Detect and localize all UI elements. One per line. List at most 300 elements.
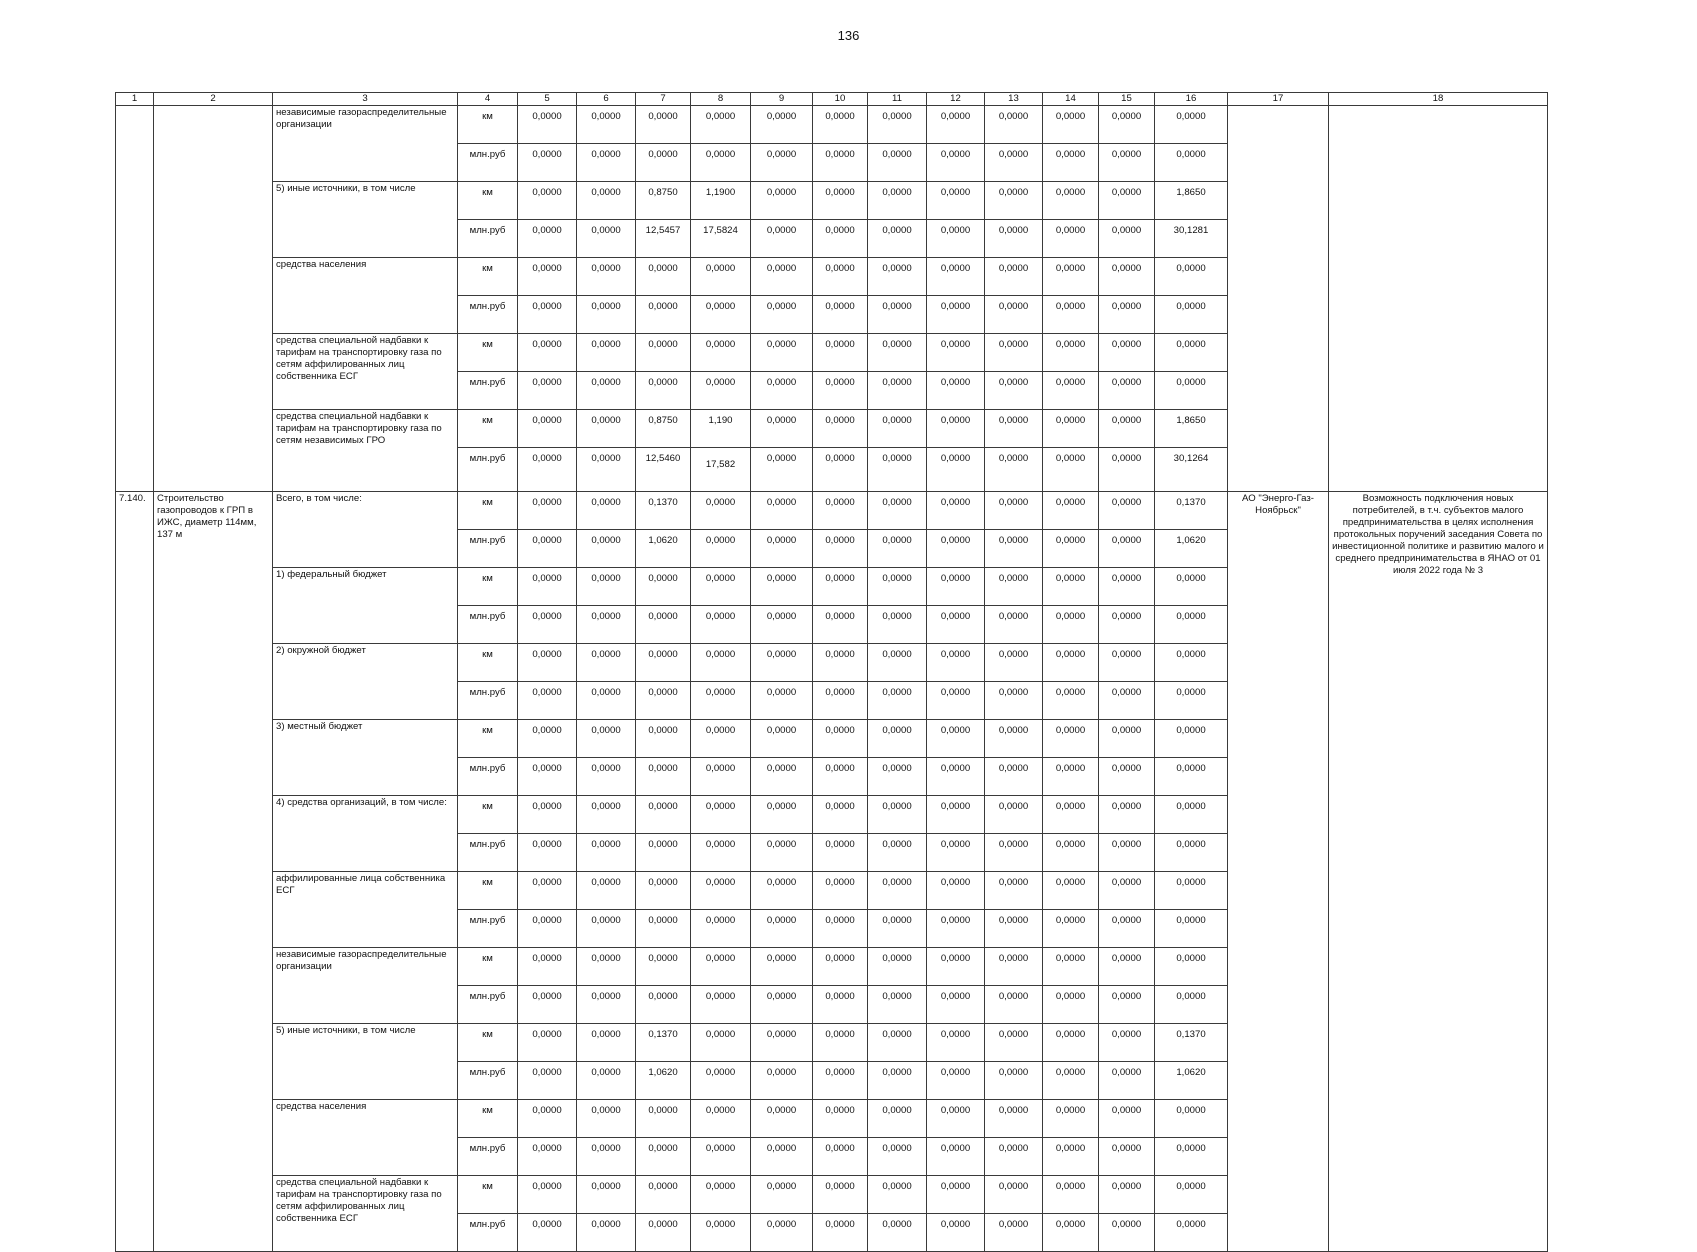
value-cell: 0,0000 — [868, 106, 927, 144]
value-cell: 0,0000 — [751, 334, 813, 372]
value-cell: 0,0000 — [927, 448, 985, 492]
unit-cell: км — [458, 182, 518, 220]
value-cell: 0,0000 — [577, 182, 636, 220]
value-cell: 0,0000 — [636, 372, 691, 410]
value-cell: 0,0000 — [1155, 948, 1228, 986]
value-cell: 17,5824 — [691, 220, 751, 258]
value-cell: 0,0000 — [927, 410, 985, 448]
value-cell: 0,0000 — [813, 334, 868, 372]
value-cell: 0,0000 — [751, 258, 813, 296]
value-cell: 0,0000 — [927, 1100, 985, 1138]
value-cell: 0,0000 — [751, 1062, 813, 1100]
value-cell: 0,1370 — [636, 1024, 691, 1062]
value-cell: 0,0000 — [813, 1100, 868, 1138]
value-cell: 0,0000 — [813, 1062, 868, 1100]
value-cell: 0,0000 — [636, 796, 691, 834]
funding-source-label: независимые газораспределительные организации — [273, 106, 458, 182]
funding-source-label: 3) местный бюджет — [273, 720, 458, 796]
value-cell: 0,0000 — [1043, 530, 1099, 568]
value-cell: 0,0000 — [868, 1214, 927, 1252]
value-cell: 0,0000 — [868, 682, 927, 720]
value-cell: 0,0000 — [751, 492, 813, 530]
value-cell: 0,0000 — [636, 568, 691, 606]
value-cell: 0,0000 — [1155, 1138, 1228, 1176]
value-cell: 0,0000 — [577, 492, 636, 530]
value-cell: 0,0000 — [1043, 1176, 1099, 1214]
value-cell: 0,0000 — [1099, 220, 1155, 258]
value-cell: 0,0000 — [751, 872, 813, 910]
funding-source-label: средства специальной надбавки к тарифам на транспортировку газа по сетям независимых ГРО — [273, 410, 458, 492]
value-cell: 0,0000 — [577, 1100, 636, 1138]
value-cell: 0,0000 — [1099, 644, 1155, 682]
value-cell: 0,0000 — [1099, 448, 1155, 492]
value-cell: 0,0000 — [985, 720, 1043, 758]
value-cell: 0,0000 — [927, 948, 985, 986]
value-cell: 0,0000 — [518, 796, 577, 834]
value-cell: 12,5457 — [636, 220, 691, 258]
funding-source-label: 4) средства организаций, в том числе: — [273, 796, 458, 872]
value-cell: 0,0000 — [985, 334, 1043, 372]
funding-source-label: 5) иные источники, в том числе — [273, 1024, 458, 1100]
unit-cell: млн.руб — [458, 1062, 518, 1100]
value-cell: 0,0000 — [1099, 530, 1155, 568]
value-cell: 0,0000 — [1155, 1100, 1228, 1138]
value-cell: 0,0000 — [518, 1214, 577, 1252]
unit-cell: млн.руб — [458, 682, 518, 720]
value-cell: 0,0000 — [985, 1214, 1043, 1252]
value-cell: 0,0000 — [751, 720, 813, 758]
value-cell: 0,0000 — [577, 948, 636, 986]
value-cell: 1,0620 — [1155, 1062, 1228, 1100]
value-cell: 0,0000 — [927, 872, 985, 910]
object-name: Строительство газопроводов к ГРП в ИЖС, диаметр 114мм, 137 м — [154, 492, 273, 1252]
value-cell: 0,0000 — [577, 644, 636, 682]
value-cell: 0,0000 — [751, 1100, 813, 1138]
value-cell: 0,0000 — [868, 1062, 927, 1100]
column-header: 8 — [691, 93, 751, 106]
unit-cell: млн.руб — [458, 986, 518, 1024]
value-cell: 0,0000 — [518, 296, 577, 334]
unit-cell: км — [458, 492, 518, 530]
value-cell: 0,0000 — [985, 682, 1043, 720]
value-cell: 0,0000 — [1099, 606, 1155, 644]
value-cell: 0,0000 — [577, 834, 636, 872]
value-cell: 0,0000 — [577, 220, 636, 258]
value-cell: 0,0000 — [813, 1176, 868, 1214]
unit-cell: км — [458, 410, 518, 448]
value-cell: 0,0000 — [813, 410, 868, 448]
value-cell: 0,0000 — [868, 568, 927, 606]
value-cell: 0,0000 — [636, 1176, 691, 1214]
value-cell: 0,0000 — [751, 106, 813, 144]
value-cell: 0,0000 — [518, 530, 577, 568]
value-cell: 0,0000 — [985, 492, 1043, 530]
value-cell: 0,0000 — [518, 106, 577, 144]
value-cell: 0,0000 — [1155, 144, 1228, 182]
value-cell: 0,0000 — [636, 1138, 691, 1176]
value-cell: 0,0000 — [927, 334, 985, 372]
value-cell: 0,0000 — [1043, 372, 1099, 410]
value-cell: 0,0000 — [636, 296, 691, 334]
value-cell: 0,0000 — [927, 644, 985, 682]
value-cell: 0,0000 — [691, 910, 751, 948]
unit-cell: млн.руб — [458, 1138, 518, 1176]
value-cell: 0,0000 — [1099, 758, 1155, 796]
value-cell: 0,0000 — [518, 872, 577, 910]
value-cell: 0,0000 — [868, 182, 927, 220]
value-cell: 0,0000 — [1043, 334, 1099, 372]
value-cell: 0,0000 — [751, 758, 813, 796]
unit-cell: км — [458, 258, 518, 296]
value-cell: 0,0000 — [1099, 948, 1155, 986]
value-cell: 0,0000 — [813, 644, 868, 682]
value-cell: 0,8750 — [636, 410, 691, 448]
value-cell: 0,0000 — [927, 720, 985, 758]
value-cell: 0,0000 — [927, 144, 985, 182]
value-cell: 0,0000 — [985, 1024, 1043, 1062]
value-cell: 0,0000 — [636, 644, 691, 682]
value-cell: 0,0000 — [927, 1138, 985, 1176]
value-cell: 0,0000 — [577, 758, 636, 796]
executor-cell — [1228, 106, 1329, 492]
justification-cell: Возможность подключения новых потребителей, в т.ч. субъектов малого предпринимательства в целях исполнения протокольных поручений заседания Совета по инвестиционной политике и развитию малого и среднего предпринимательства в ЯНАО от 01 июля 2022 года № 3 — [1329, 492, 1548, 1252]
unit-cell: км — [458, 334, 518, 372]
value-cell: 0,0000 — [751, 1214, 813, 1252]
value-cell: 0,0000 — [636, 258, 691, 296]
value-cell: 0,0000 — [636, 606, 691, 644]
value-cell: 0,0000 — [1099, 296, 1155, 334]
value-cell: 0,0000 — [1155, 1214, 1228, 1252]
unit-cell: км — [458, 1024, 518, 1062]
column-header: 18 — [1329, 93, 1548, 106]
value-cell: 0,0000 — [577, 606, 636, 644]
value-cell: 0,0000 — [751, 568, 813, 606]
value-cell: 0,0000 — [518, 986, 577, 1024]
value-cell: 12,5460 — [636, 448, 691, 492]
value-cell: 0,0000 — [577, 986, 636, 1024]
value-cell: 0,0000 — [636, 872, 691, 910]
value-cell: 0,0000 — [636, 834, 691, 872]
value-cell: 0,0000 — [1043, 568, 1099, 606]
value-cell: 0,0000 — [927, 372, 985, 410]
value-cell: 0,0000 — [1155, 372, 1228, 410]
header-row — [116, 93, 1548, 106]
value-cell: 0,0000 — [868, 492, 927, 530]
value-cell: 0,0000 — [985, 1062, 1043, 1100]
value-cell: 0,0000 — [577, 372, 636, 410]
value-cell: 0,0000 — [1043, 182, 1099, 220]
value-cell: 0,0000 — [985, 872, 1043, 910]
value-cell: 0,0000 — [985, 568, 1043, 606]
column-header: 14 — [1043, 93, 1099, 106]
column-header: 5 — [518, 93, 577, 106]
funding-source-label: 1) федеральный бюджет — [273, 568, 458, 644]
value-cell: 1,0620 — [636, 1062, 691, 1100]
value-cell: 1,1900 — [691, 182, 751, 220]
value-cell: 0,0000 — [868, 1100, 927, 1138]
column-header: 13 — [985, 93, 1043, 106]
value-cell: 0,0000 — [813, 682, 868, 720]
value-cell: 0,0000 — [518, 606, 577, 644]
value-cell: 0,0000 — [868, 758, 927, 796]
value-cell: 0,0000 — [691, 492, 751, 530]
value-cell: 0,0000 — [1155, 568, 1228, 606]
value-cell: 0,0000 — [691, 1176, 751, 1214]
value-cell: 0,0000 — [751, 448, 813, 492]
value-cell: 0,0000 — [1099, 1138, 1155, 1176]
column-header: 9 — [751, 93, 813, 106]
value-cell: 0,0000 — [577, 682, 636, 720]
value-cell: 0,0000 — [985, 796, 1043, 834]
value-cell: 0,0000 — [691, 948, 751, 986]
value-cell: 0,0000 — [691, 796, 751, 834]
value-cell: 0,0000 — [1043, 106, 1099, 144]
value-cell: 1,0620 — [1155, 530, 1228, 568]
value-cell: 0,0000 — [1155, 682, 1228, 720]
value-cell: 0,0000 — [868, 530, 927, 568]
value-cell: 0,0000 — [518, 492, 577, 530]
value-cell: 0,0000 — [1155, 758, 1228, 796]
value-cell: 0,0000 — [868, 606, 927, 644]
value-cell: 0,0000 — [1043, 1100, 1099, 1138]
value-cell: 0,0000 — [636, 144, 691, 182]
value-cell: 0,0000 — [927, 682, 985, 720]
value-cell: 0,0000 — [927, 606, 985, 644]
value-cell: 0,0000 — [636, 682, 691, 720]
value-cell: 0,0000 — [691, 606, 751, 644]
value-cell: 0,0000 — [577, 796, 636, 834]
value-cell: 0,0000 — [691, 1024, 751, 1062]
value-cell: 0,0000 — [813, 1024, 868, 1062]
value-cell: 0,0000 — [927, 796, 985, 834]
unit-cell: км — [458, 644, 518, 682]
value-cell: 0,0000 — [691, 372, 751, 410]
column-header: 10 — [813, 93, 868, 106]
value-cell: 0,1370 — [1155, 1024, 1228, 1062]
unit-cell: км — [458, 796, 518, 834]
value-cell: 0,0000 — [1043, 144, 1099, 182]
value-cell: 0,0000 — [1099, 492, 1155, 530]
executor-cell: АО "Энерго-Газ-Ноябрьск" — [1228, 492, 1329, 1252]
value-cell: 0,0000 — [813, 220, 868, 258]
value-cell: 0,0000 — [577, 144, 636, 182]
value-cell: 0,0000 — [813, 530, 868, 568]
value-cell: 0,0000 — [518, 334, 577, 372]
column-header: 7 — [636, 93, 691, 106]
value-cell: 0,0000 — [577, 530, 636, 568]
value-cell: 0,0000 — [636, 720, 691, 758]
value-cell: 0,0000 — [751, 182, 813, 220]
value-cell: 0,0000 — [751, 372, 813, 410]
funding-source-label: аффилированные лица собственника ЕСГ — [273, 872, 458, 948]
value-cell: 0,0000 — [1099, 910, 1155, 948]
value-cell: 0,0000 — [691, 1100, 751, 1138]
value-cell: 0,0000 — [1043, 410, 1099, 448]
value-cell: 0,0000 — [927, 1214, 985, 1252]
unit-cell: км — [458, 948, 518, 986]
value-cell: 0,0000 — [691, 296, 751, 334]
value-cell: 0,8750 — [636, 182, 691, 220]
value-cell: 0,0000 — [927, 492, 985, 530]
value-cell: 0,0000 — [1099, 986, 1155, 1024]
value-cell: 0,0000 — [1099, 568, 1155, 606]
unit-cell: км — [458, 106, 518, 144]
value-cell: 0,0000 — [1155, 796, 1228, 834]
value-cell: 0,0000 — [1043, 258, 1099, 296]
value-cell: 0,0000 — [751, 606, 813, 644]
unit-cell: млн.руб — [458, 372, 518, 410]
table-row — [116, 106, 1548, 144]
value-cell: 0,0000 — [927, 182, 985, 220]
value-cell: 0,0000 — [813, 986, 868, 1024]
value-cell: 0,0000 — [868, 258, 927, 296]
value-cell: 0,0000 — [813, 758, 868, 796]
value-cell: 0,0000 — [813, 606, 868, 644]
value-cell: 0,0000 — [751, 410, 813, 448]
value-cell: 0,0000 — [691, 258, 751, 296]
value-cell: 0,0000 — [868, 1176, 927, 1214]
value-cell: 0,0000 — [985, 530, 1043, 568]
unit-cell: млн.руб — [458, 144, 518, 182]
value-cell: 0,0000 — [691, 106, 751, 144]
value-cell: 0,0000 — [1155, 106, 1228, 144]
value-cell: 0,0000 — [577, 872, 636, 910]
value-cell: 0,0000 — [868, 372, 927, 410]
value-cell: 0,0000 — [691, 530, 751, 568]
funding-source-label: независимые газораспределительные организации — [273, 948, 458, 1024]
value-cell: 0,0000 — [813, 106, 868, 144]
value-cell: 0,0000 — [636, 1100, 691, 1138]
value-cell: 0,0000 — [1099, 182, 1155, 220]
column-header: 3 — [273, 93, 458, 106]
value-cell: 0,0000 — [518, 834, 577, 872]
value-cell: 0,0000 — [577, 1024, 636, 1062]
value-cell: 0,0000 — [577, 1214, 636, 1252]
value-cell: 0,0000 — [813, 1138, 868, 1176]
value-cell: 0,0000 — [636, 948, 691, 986]
value-cell: 0,0000 — [518, 448, 577, 492]
funding-source-label: 2) окружной бюджет — [273, 644, 458, 720]
value-cell: 0,0000 — [577, 296, 636, 334]
value-cell: 0,0000 — [813, 1214, 868, 1252]
value-cell: 0,0000 — [1099, 410, 1155, 448]
column-header: 2 — [154, 93, 273, 106]
value-cell: 0,0000 — [691, 682, 751, 720]
value-cell: 0,0000 — [1155, 720, 1228, 758]
value-cell: 0,0000 — [927, 986, 985, 1024]
value-cell: 0,0000 — [518, 1176, 577, 1214]
value-cell: 0,0000 — [868, 872, 927, 910]
value-cell: 0,0000 — [518, 144, 577, 182]
value-cell: 0,0000 — [636, 910, 691, 948]
value-cell: 0,0000 — [1155, 910, 1228, 948]
column-header: 4 — [458, 93, 518, 106]
value-cell: 0,0000 — [518, 568, 577, 606]
column-header: 6 — [577, 93, 636, 106]
value-cell: 0,0000 — [813, 372, 868, 410]
value-cell: 0,0000 — [1099, 682, 1155, 720]
value-cell: 0,0000 — [813, 144, 868, 182]
value-cell: 0,0000 — [636, 1214, 691, 1252]
value-cell: 0,0000 — [927, 258, 985, 296]
value-cell: 0,0000 — [1099, 1062, 1155, 1100]
column-header: 12 — [927, 93, 985, 106]
value-cell: 0,0000 — [813, 796, 868, 834]
funding-source-label: средства специальной надбавки к тарифам на транспортировку газа по сетям аффилированных лиц собственника ЕСГ — [273, 1176, 458, 1252]
value-cell: 0,0000 — [577, 720, 636, 758]
value-cell: 0,0000 — [518, 758, 577, 796]
value-cell: 0,0000 — [751, 644, 813, 682]
value-cell: 0,0000 — [751, 910, 813, 948]
value-cell: 0,0000 — [868, 720, 927, 758]
value-cell: 0,0000 — [868, 1024, 927, 1062]
value-cell: 0,0000 — [518, 1062, 577, 1100]
value-cell: 0,0000 — [1155, 258, 1228, 296]
value-cell: 0,0000 — [868, 948, 927, 986]
value-cell: 0,0000 — [518, 1100, 577, 1138]
value-cell: 0,0000 — [691, 144, 751, 182]
value-cell: 0,0000 — [868, 448, 927, 492]
value-cell: 0,0000 — [1099, 334, 1155, 372]
value-cell: 0,0000 — [985, 948, 1043, 986]
funding-source-label: 5) иные источники, в том числе — [273, 182, 458, 258]
value-cell: 0,0000 — [813, 948, 868, 986]
value-cell: 30,1264 — [1155, 448, 1228, 492]
value-cell: 0,0000 — [691, 1138, 751, 1176]
value-cell: 0,0000 — [518, 410, 577, 448]
value-cell: 0,0000 — [1043, 1138, 1099, 1176]
value-cell: 0,0000 — [751, 1176, 813, 1214]
unit-cell: млн.руб — [458, 758, 518, 796]
value-cell: 0,0000 — [751, 144, 813, 182]
column-header: 15 — [1099, 93, 1155, 106]
value-cell: 0,0000 — [751, 530, 813, 568]
value-cell: 0,0000 — [1099, 834, 1155, 872]
value-cell: 0,0000 — [1043, 834, 1099, 872]
value-cell: 0,0000 — [868, 410, 927, 448]
value-cell: 0,0000 — [927, 1176, 985, 1214]
value-cell: 0,0000 — [577, 410, 636, 448]
value-cell: 0,0000 — [813, 448, 868, 492]
value-cell: 0,0000 — [1043, 872, 1099, 910]
value-cell: 0,0000 — [1043, 720, 1099, 758]
value-cell: 0,0000 — [577, 568, 636, 606]
value-cell: 0,0000 — [577, 258, 636, 296]
value-cell: 0,0000 — [927, 1062, 985, 1100]
value-cell: 0,0000 — [751, 986, 813, 1024]
value-cell: 0,0000 — [813, 258, 868, 296]
value-cell: 0,0000 — [1155, 834, 1228, 872]
value-cell: 0,0000 — [1043, 986, 1099, 1024]
page-number: 136 — [837, 28, 860, 43]
unit-cell: млн.руб — [458, 220, 518, 258]
value-cell: 0,0000 — [1043, 296, 1099, 334]
value-cell: 0,0000 — [813, 296, 868, 334]
value-cell: 17,582 — [691, 448, 751, 492]
value-cell: 0,0000 — [813, 872, 868, 910]
value-cell: 0,0000 — [1099, 872, 1155, 910]
value-cell: 0,0000 — [518, 644, 577, 682]
value-cell: 0,0000 — [636, 106, 691, 144]
value-cell: 0,0000 — [1099, 258, 1155, 296]
value-cell: 0,0000 — [518, 682, 577, 720]
value-cell: 0,0000 — [691, 872, 751, 910]
column-header: 1 — [116, 93, 154, 106]
unit-cell: км — [458, 1100, 518, 1138]
value-cell: 0,0000 — [927, 568, 985, 606]
value-cell: 0,0000 — [1155, 872, 1228, 910]
value-cell: 0,0000 — [1043, 1062, 1099, 1100]
